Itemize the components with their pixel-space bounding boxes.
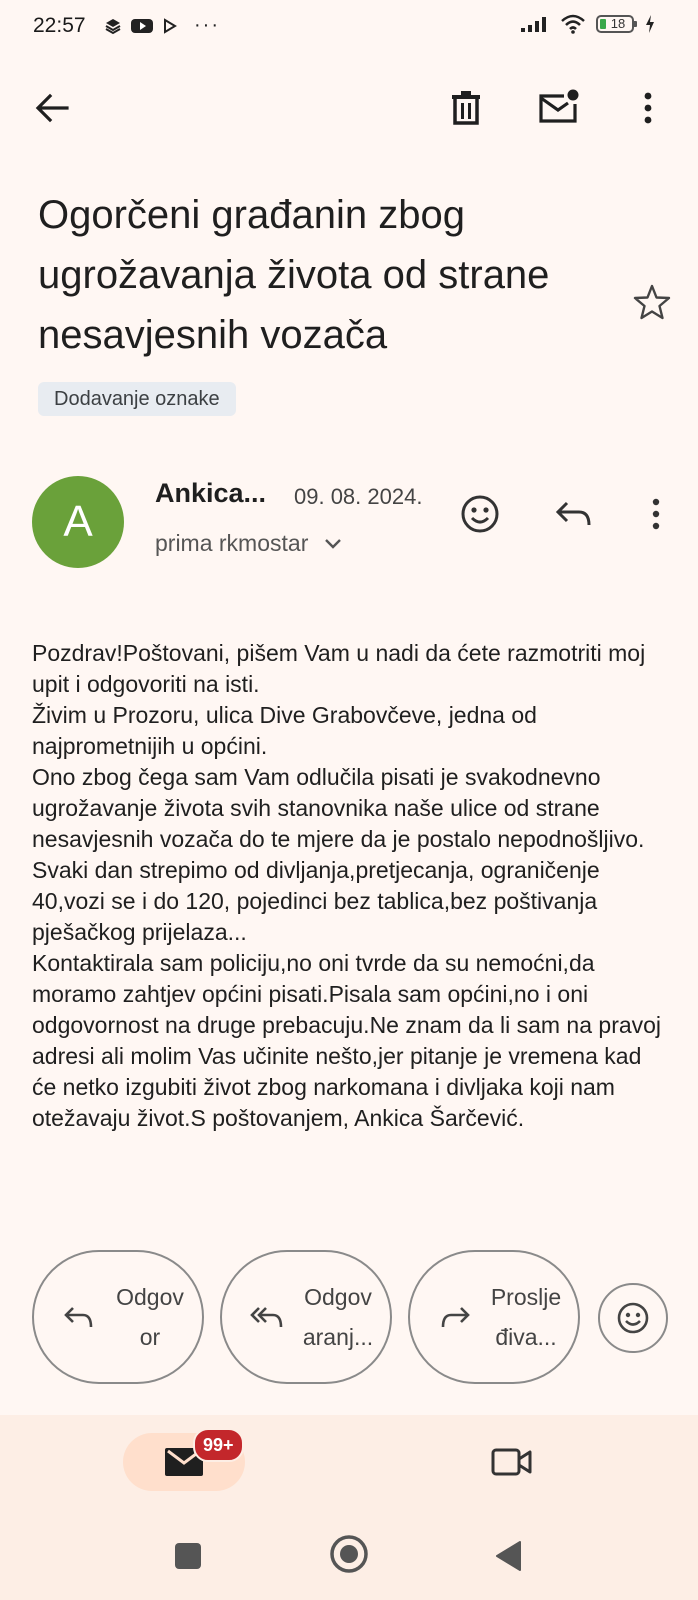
- emoji-reaction-button[interactable]: [598, 1283, 668, 1353]
- reply-button[interactable]: [32, 1250, 204, 1384]
- emoji-icon: [460, 494, 500, 534]
- avatar[interactable]: A: [32, 476, 124, 568]
- charging-icon: [644, 14, 656, 34]
- battery-level: 18: [610, 16, 626, 31]
- status-left-icons: [104, 14, 220, 37]
- more-dots-icon: ···: [194, 14, 220, 36]
- status-time: 22:57: [33, 14, 86, 37]
- reply-icon: [555, 499, 593, 529]
- reply-icon: [54, 1305, 104, 1329]
- email-subject: Ogorčeni građanin zbog ugrožavanja života od strane nesavjesnih vozača: [38, 193, 550, 357]
- signal-icon: [520, 15, 550, 33]
- email-date: 09. 08. 2024.: [294, 484, 423, 509]
- chevron-down-icon: [324, 538, 342, 550]
- home-circle-icon: [329, 1534, 369, 1574]
- mail-unread-icon: [538, 88, 580, 124]
- forward-icon: [430, 1305, 480, 1329]
- star-button[interactable]: [628, 278, 676, 326]
- emoji-icon: [616, 1301, 650, 1335]
- email-body: Pozdrav!Poštovani, pišem Vam u nadi da ćete razmotriti moj upit i odgovoriti na isti. Živim u Prozoru, ulica Dive Grabovčeve, jedna od najprometnijih u općini. Ono zbog čega sam Vam odlučila pisati je svakodnevno ugrožavanje života svih stanovnika naše ulice od strane nesavjesnih vozača do te mjere da je postalo nepodnošljivo. Svaki dan strepimo od divljanja,pretjecanja, ograničenje 40,vozi se i do 120, pojedinci bez tablica,bez poštivanja pješačkog prijelaza... Kontaktirala sam policiju,no oni tvrde da su nemoćni,da moramo zahtjev općini pisati.Pisala sam općini,no i oni odgovornost na druge prebacuju.Ne znam da li sam na pravoj adresi ali molim Vas učinite nešto,jer pitanje je vremena kad će netko izgubiti život zbog narkomana i divljaka koji nam otežavaju život.S poštovanjem, Ankica Šarčević.: [32, 640, 662, 1131]
- back-nav-button[interactable]: [484, 1532, 532, 1580]
- forward-label: Proslje điva...: [490, 1284, 562, 1350]
- mark-unread-button[interactable]: [535, 82, 583, 130]
- status-right-icons: [520, 14, 656, 34]
- reply-label: Odgov or: [116, 1284, 184, 1350]
- unread-count-badge: 99+: [193, 1428, 244, 1462]
- reply-all-icon: [242, 1305, 292, 1329]
- more-vert-icon: [652, 498, 660, 530]
- wifi-icon: [560, 14, 586, 34]
- react-emoji-button[interactable]: [456, 490, 504, 538]
- tab-meet[interactable]: [488, 1438, 536, 1486]
- forward-button[interactable]: [408, 1250, 580, 1384]
- reply-all-button[interactable]: [220, 1250, 392, 1384]
- reply-all-label: Odgov aranj...: [302, 1284, 374, 1350]
- back-button[interactable]: [28, 84, 76, 132]
- message-more-button[interactable]: [632, 490, 680, 538]
- youtube-icon: [130, 17, 154, 35]
- arrow-back-icon: [35, 93, 69, 123]
- add-label-chip[interactable]: Dodavanje oznake: [38, 382, 236, 416]
- video-camera-icon: [491, 1447, 533, 1477]
- triangle-back-icon: [494, 1540, 522, 1572]
- more-vert-icon: [644, 92, 652, 124]
- layers-icon: [104, 17, 122, 35]
- trash-icon: [451, 90, 481, 126]
- reply-icon-button[interactable]: [550, 490, 598, 538]
- more-options-button[interactable]: [624, 84, 672, 132]
- home-button[interactable]: [325, 1530, 373, 1578]
- delete-button[interactable]: [442, 84, 490, 132]
- recents-button[interactable]: [164, 1532, 212, 1580]
- square-icon: [174, 1542, 202, 1570]
- battery-icon: [596, 15, 634, 33]
- recipient-label: prima rkmostar: [155, 530, 309, 556]
- star-icon: [633, 284, 671, 320]
- sender-name[interactable]: Ankica...: [155, 478, 267, 508]
- play-store-icon: [162, 17, 178, 35]
- recipient-details[interactable]: [155, 530, 342, 557]
